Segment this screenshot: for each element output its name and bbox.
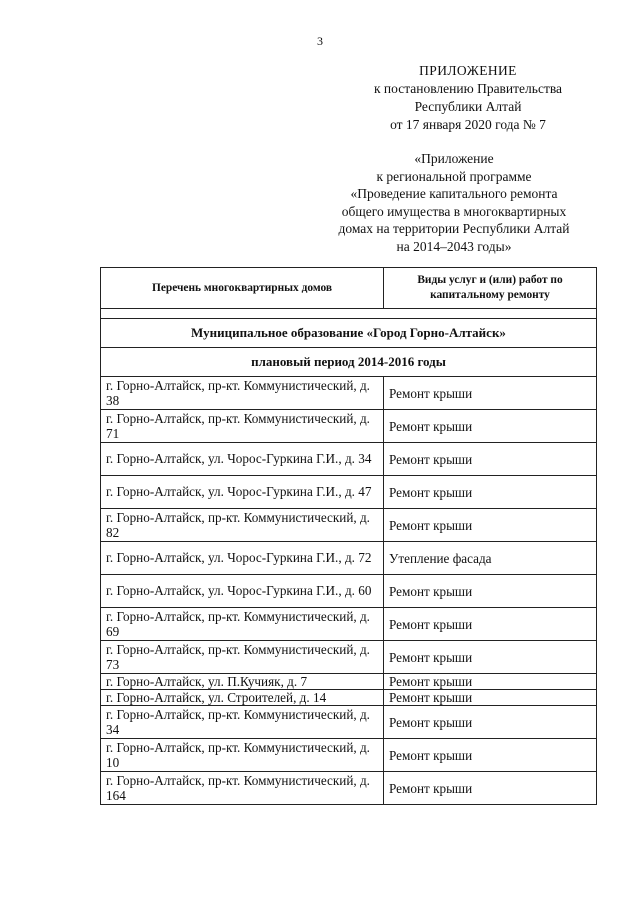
work-cell: Ремонт крыши bbox=[384, 410, 597, 443]
table-row bbox=[101, 608, 597, 641]
table-row bbox=[101, 772, 597, 805]
period-row bbox=[101, 348, 597, 377]
address-cell: г. Горно-Алтайск, пр-кт. Коммунистический, д. 69 bbox=[101, 608, 384, 641]
period-title: плановый период 2014-2016 годы bbox=[101, 348, 597, 377]
appendix-line-1: к постановлению Правительства bbox=[373, 81, 563, 96]
program-line-4: общего имущества в многоквартирных bbox=[341, 203, 567, 219]
program-line-2: к региональной программе bbox=[376, 168, 532, 184]
address-cell: г. Горно-Алтайск, пр-кт. Коммунистический, д. 10 bbox=[101, 739, 384, 772]
address-cell: г. Горно-Алтайск, ул. Строителей, д. 14 bbox=[101, 690, 384, 706]
table-row bbox=[101, 641, 597, 674]
program-line-5: домах на территории Республики Алтай bbox=[338, 221, 570, 236]
table-header-row bbox=[101, 268, 597, 309]
table-row bbox=[101, 542, 597, 575]
work-cell: Ремонт крыши bbox=[384, 509, 597, 542]
appendix-header bbox=[338, 62, 598, 134]
appendix-title: ПРИЛОЖЕНИЕ bbox=[419, 63, 517, 78]
work-cell: Ремонт крыши bbox=[384, 706, 597, 739]
work-cell: Ремонт крыши bbox=[384, 377, 597, 410]
municipality-title: Муниципальное образование «Город Горно-Алтайск» bbox=[101, 319, 597, 348]
table-row bbox=[101, 706, 597, 739]
column-header-works: Виды услуг и (или) работ по капитальному ремонту bbox=[384, 268, 597, 309]
table-row bbox=[101, 739, 597, 772]
address-cell: г. Горно-Алтайск, ул. П.Кучияк, д. 7 bbox=[101, 674, 384, 690]
program-line-1: «Приложение bbox=[414, 151, 494, 166]
table-row bbox=[101, 377, 597, 410]
work-cell: Утепление фасада bbox=[384, 542, 597, 575]
houses-table bbox=[100, 267, 597, 805]
address-cell: г. Горно-Алтайск, ул. Чорос-Гуркина Г.И., д. 60 bbox=[101, 575, 384, 608]
address-cell: г. Горно-Алтайск, пр-кт. Коммунистический, д. 38 bbox=[101, 377, 384, 410]
program-reference bbox=[314, 150, 594, 255]
address-cell: г. Горно-Алтайск, пр-кт. Коммунистический, д. 34 bbox=[101, 706, 384, 739]
address-cell: г. Горно-Алтайск, ул. Чорос-Гуркина Г.И., д. 34 bbox=[101, 443, 384, 476]
work-cell: Ремонт крыши bbox=[384, 476, 597, 509]
table-row bbox=[101, 690, 597, 706]
appendix-line-2: Республики Алтай bbox=[414, 99, 522, 114]
column-header-houses: Перечень многоквартирных домов bbox=[101, 268, 384, 309]
address-cell: г. Горно-Алтайск, пр-кт. Коммунистический, д. 164 bbox=[101, 772, 384, 805]
table-row bbox=[101, 575, 597, 608]
work-cell: Ремонт крыши bbox=[384, 772, 597, 805]
work-cell: Ремонт крыши bbox=[384, 690, 597, 706]
blank-row bbox=[101, 309, 597, 319]
address-cell: г. Горно-Алтайск, пр-кт. Коммунистический, д. 82 bbox=[101, 509, 384, 542]
page-number: 3 bbox=[317, 34, 323, 48]
address-cell: г. Горно-Алтайск, пр-кт. Коммунистический, д. 73 bbox=[101, 641, 384, 674]
table-row bbox=[101, 509, 597, 542]
work-cell: Ремонт крыши bbox=[384, 739, 597, 772]
municipality-row bbox=[101, 319, 597, 348]
table-row bbox=[101, 410, 597, 443]
table-row bbox=[101, 443, 597, 476]
address-cell: г. Горно-Алтайск, пр-кт. Коммунистический, д. 71 bbox=[101, 410, 384, 443]
work-cell: Ремонт крыши bbox=[384, 641, 597, 674]
table-body bbox=[101, 309, 597, 805]
program-line-3: «Проведение капитального ремонта bbox=[350, 186, 558, 201]
appendix-line-3: от 17 января 2020 года № 7 bbox=[390, 117, 546, 132]
work-cell: Ремонт крыши bbox=[384, 608, 597, 641]
work-cell: Ремонт крыши bbox=[384, 674, 597, 690]
work-cell: Ремонт крыши bbox=[384, 443, 597, 476]
table-row bbox=[101, 674, 597, 690]
address-cell: г. Горно-Алтайск, ул. Чорос-Гуркина Г.И., д. 47 bbox=[101, 476, 384, 509]
program-line-6: на 2014–2043 годы» bbox=[396, 238, 512, 254]
work-cell: Ремонт крыши bbox=[384, 575, 597, 608]
table-row bbox=[101, 476, 597, 509]
address-cell: г. Горно-Алтайск, ул. Чорос-Гуркина Г.И., д. 72 bbox=[101, 542, 384, 575]
